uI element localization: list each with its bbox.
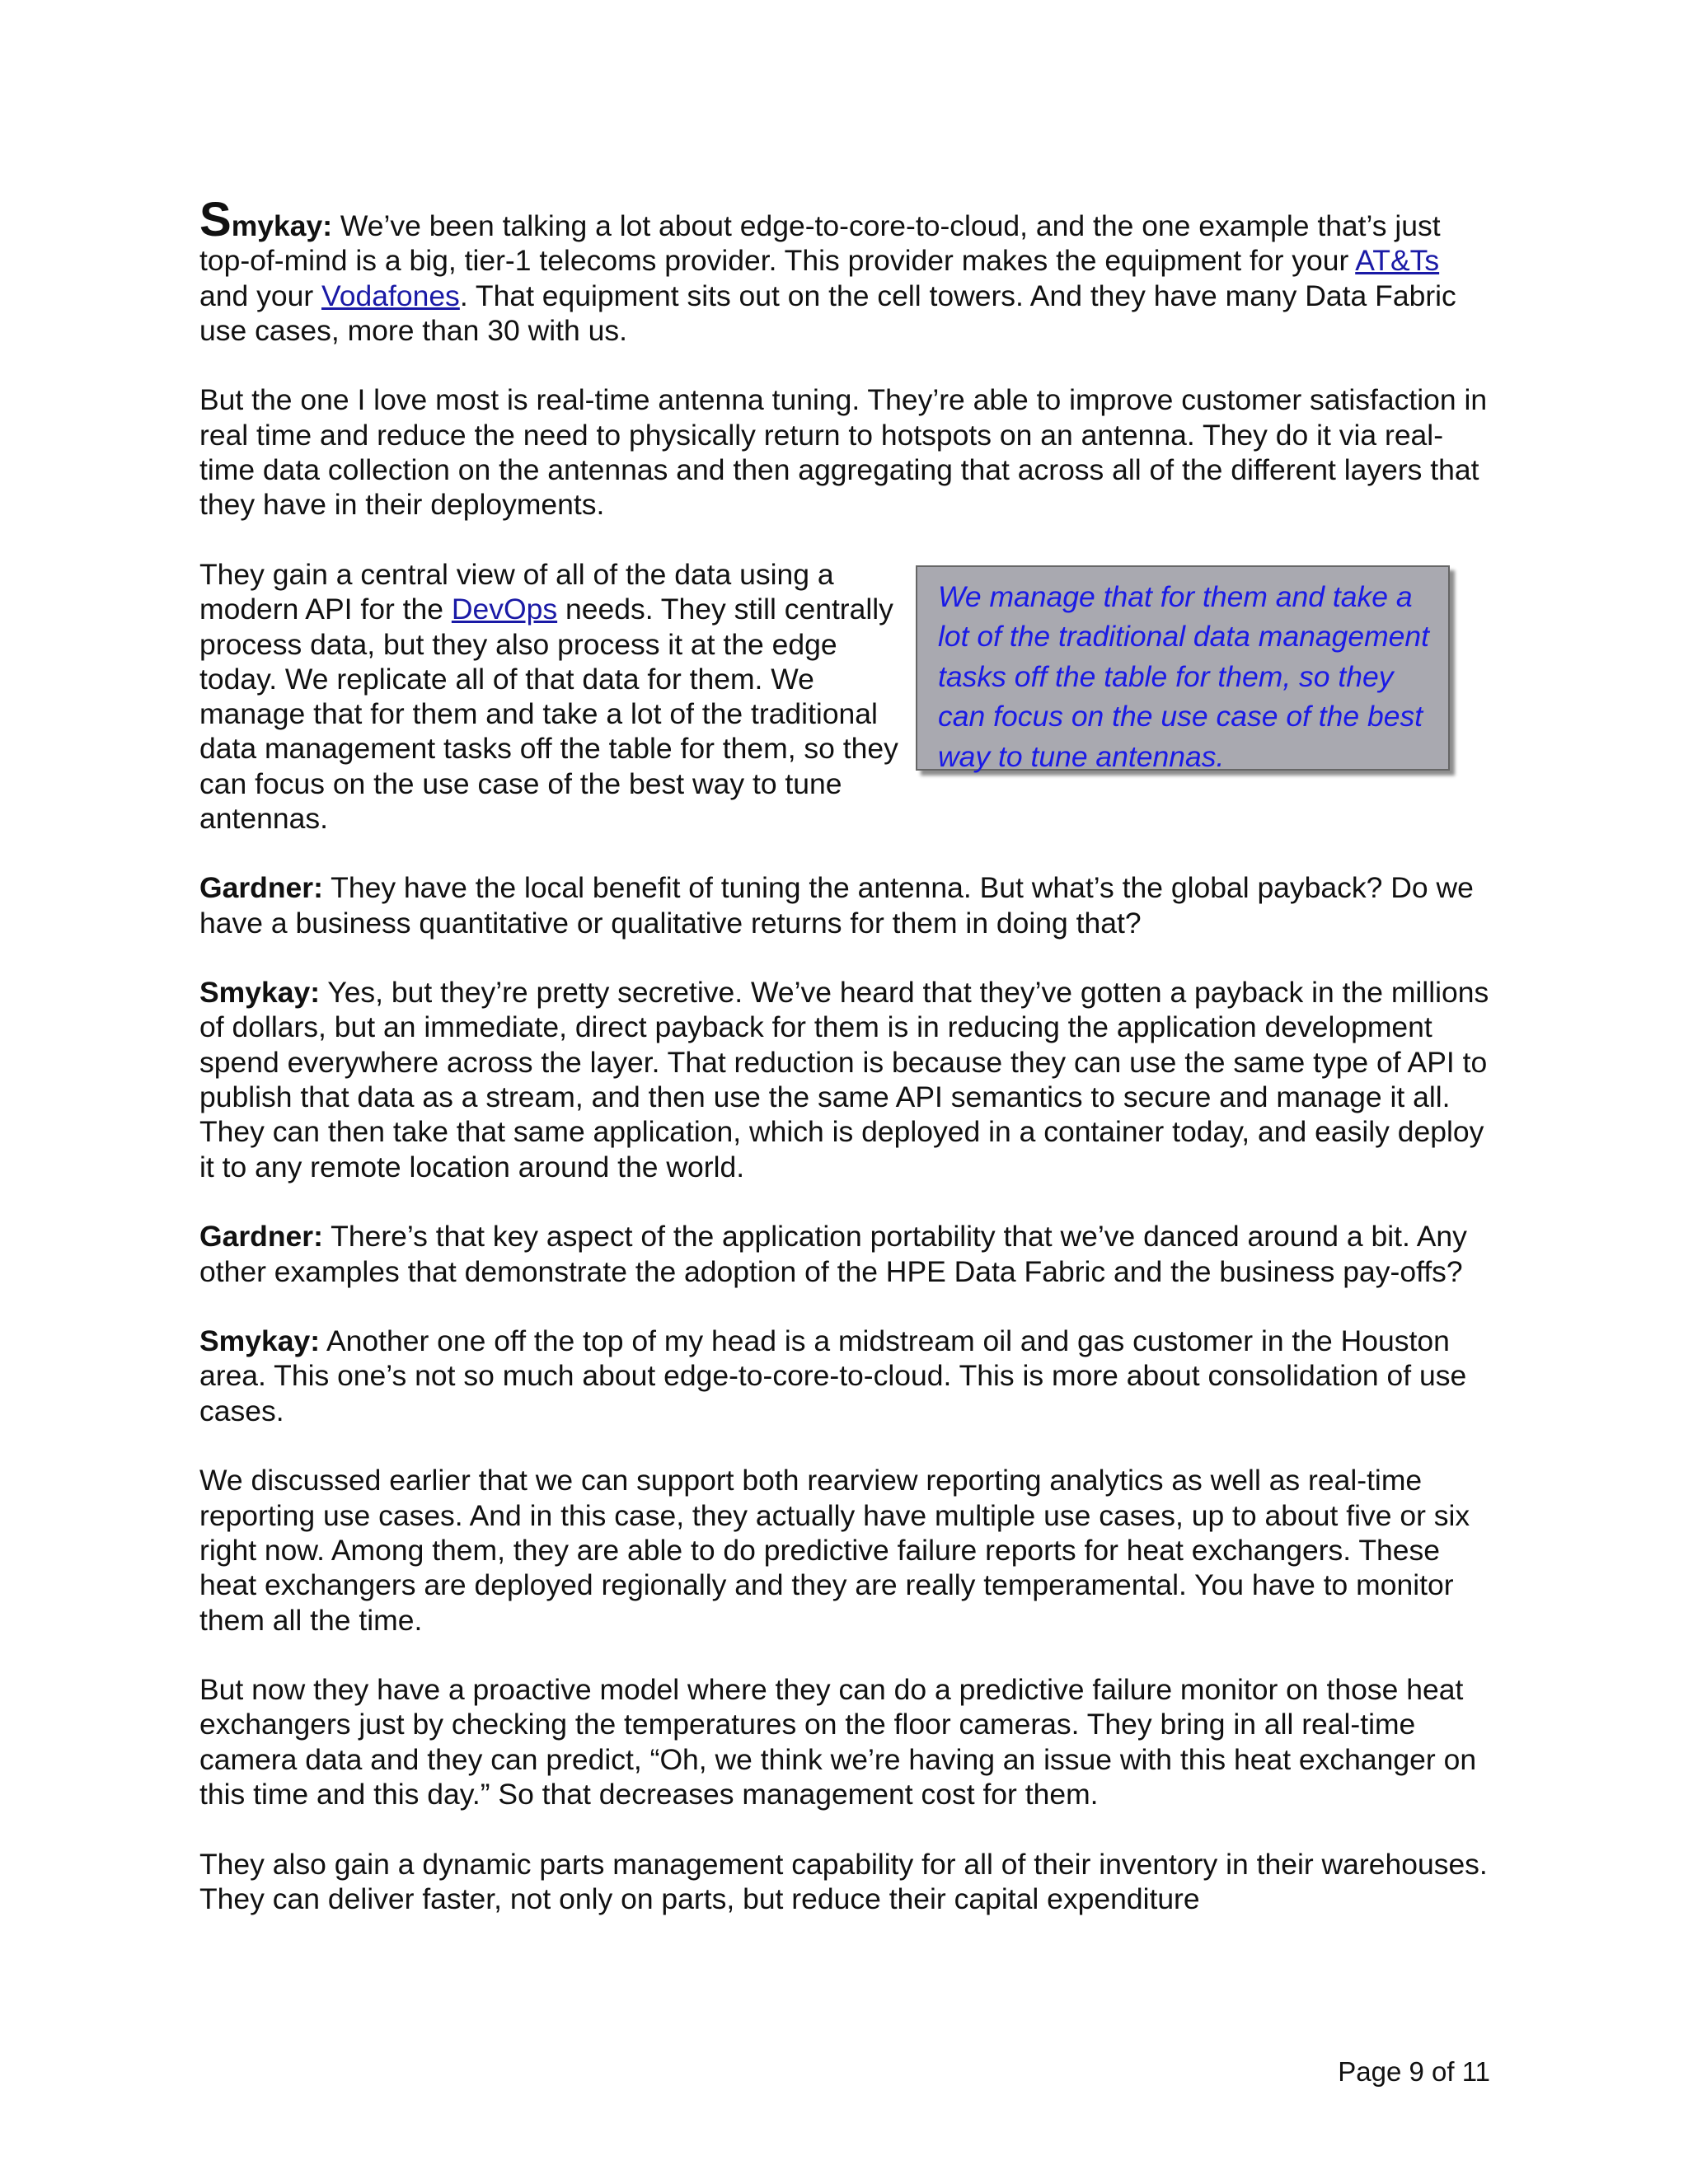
paragraph-text: There’s that key aspect of the application portability that we’ve danced around a bit. Any other examples that demonstrate the adoption of the HPE Data Fabric and the business pay-offs? (199, 1220, 1467, 1288)
paragraph-text: . That equipment sits out on the cell towers. And they have many Data Fabric use cases, more than 30 with us. (199, 279, 1456, 347)
paragraph-text: Another one off the top of my head is a midstream oil and gas customer in the Houston area. This one’s not so much about edge-to-core-to-cloud. This is more about consolidation of use cases. (199, 1324, 1467, 1427)
pull-quote-callout: We manage that for them and take a lot of the traditional data management tasks off the table for them, so they can focus on the use case of the best way to tune antennas. (916, 565, 1450, 771)
paragraph-text: and your (199, 279, 322, 312)
speaker-name: Smykay: (199, 1324, 321, 1358)
paragraph-text: We’ve been talking a lot about edge-to-core-to-cloud, and the one example that’s just top-of-mind is a big, tier-1 telecoms provider. This provider makes the equipment for your (199, 209, 1441, 278)
paragraph-central-view (199, 557, 900, 836)
paragraph-text: They gain a central view of all of the data using a modern API for the (199, 557, 834, 626)
paragraph-with-callout (199, 557, 1489, 836)
paragraph-antenna-tuning: But the one I love most is real-time antenna tuning. They’re able to improve customer satisfaction in real time and reduce the need to physically return to hotspots on an antenna. They do it via real-time data collection on the antennas and then aggregating that across all of the different layers that they have in their deployments. (199, 383, 1488, 522)
link-vodafones[interactable]: Vodafones (321, 279, 460, 312)
speaker-name: Gardner: (199, 1220, 323, 1254)
paragraph-smykay-oil-gas (199, 1324, 1489, 1428)
speaker-name: Gardner: (199, 871, 323, 905)
paragraph-proactive-model: But now they have a proactive model where they can do a predictive failure monitor on those heat exchangers just by checking the temperatures on the floor cameras. They bring in all real-time camera data and they can predict, “Oh, we think we’re having an issue with this heat exchanger on this time and this day.” So that decreases management cost for them. (199, 1673, 1477, 1811)
paragraph-gardner-portability (199, 1219, 1489, 1289)
paragraph-text: Yes, but they’re pretty secretive. We’ve heard that they’ve gotten a payback in the millions of dollars, but an immediate, direct payback for them is in reducing the application development spend everywhere across the layer. That reduction is because they can use the same type of API to publish that data as a stream, and then use the same API semantics to secure and manage it all. They can then take that same application, which is deployed in a container today, and easily deploy it to any remote location around the world. (199, 976, 1489, 1183)
paragraph-gardner-payback (199, 870, 1489, 940)
link-atts[interactable]: AT&Ts (1355, 244, 1440, 278)
paragraph-text: needs. They still centrally process data, but they also process it at the edge today. We replicate all of that data for them. We manage that for them and take a lot of the traditional data management tasks off the table for them, so they can focus on the use case of the best way to tune antennas. (199, 593, 898, 836)
document-body (199, 193, 1489, 1951)
speaker-name: mykay: (231, 209, 333, 242)
paragraph-use-cases: We discussed earlier that we can support both rearview reporting analytics as well as real-time reporting use cases. And in this case, they actually have multiple use cases, up to about five or six right now. Among them, they are able to do predictive failure reports for heat exchangers. These heat exchangers are deployed regionally and they are really temperamental. You have to monitor them all the time. (199, 1464, 1470, 1637)
paragraph-text: They have the local benefit of tuning the antenna. But what’s the global payback? Do we have a business quantitative or qualitative returns for them in doing that? (199, 871, 1474, 940)
paragraph-smykay-secretive (199, 975, 1489, 1184)
paragraph-parts-management: They also gain a dynamic parts management capability for all of their inventory in their warehouses. They can deliver faster, not only on parts, but reduce their capital expenditure (199, 1847, 1488, 1915)
paragraph-smykay-intro (199, 193, 1489, 348)
speaker-name: Smykay: (199, 976, 321, 1010)
dropcap-letter: S (199, 193, 232, 246)
page-number: Page 9 of 11 (1338, 2056, 1490, 2087)
link-devops[interactable]: DevOps (451, 593, 558, 626)
